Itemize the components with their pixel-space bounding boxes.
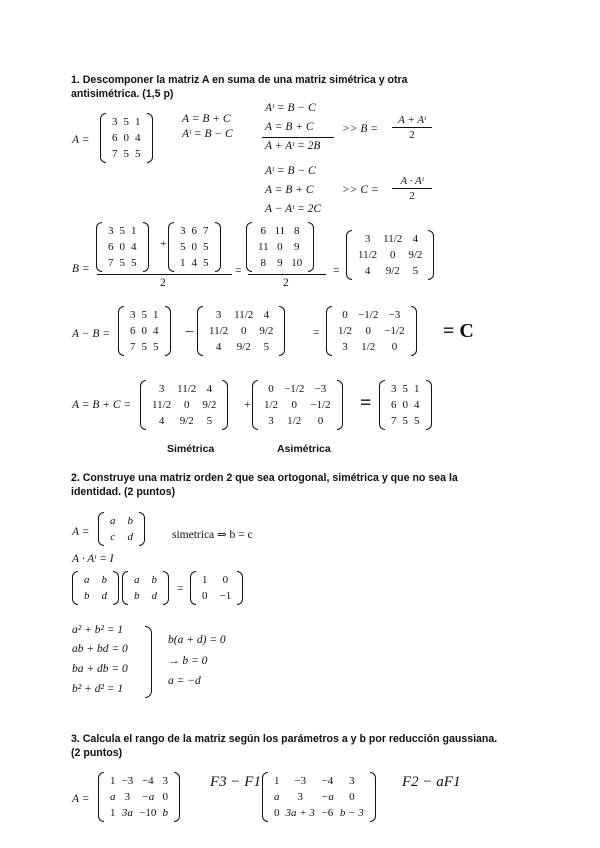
q1-derivB-1: Aᵗ = B − C [265, 102, 316, 114]
q1-B-denominator-1: 2 [160, 277, 166, 289]
q2-matrix-M2: a b b d [122, 571, 169, 605]
q1-derivB-rule [262, 137, 334, 138]
q1-derivB-arrow: >> B = [342, 123, 379, 135]
q2-prod-text: A · Aᵗ = I [72, 553, 114, 565]
q1-ABC-label: A = B + C = [72, 399, 132, 411]
q3-matrix-A2: 1 −3 −4 3 a 3 −a 0 0 3a + 3 −6 b − 3 [262, 772, 376, 822]
q1-derivC-1: Aᵗ = B − C [265, 165, 316, 177]
q1-derivC-3: A − Aᵗ = 2C [265, 203, 322, 215]
q1-B-denominator-2: 2 [283, 277, 289, 289]
q1-equals-4: = [360, 392, 372, 414]
matrix-A: 3 5 1 6 0 4 7 5 5 [100, 113, 153, 163]
q1-plus-1: + [160, 238, 167, 250]
q2-res-2: → b = 0 [168, 655, 208, 667]
q1-sim-label: Simétrica [167, 443, 215, 455]
q1-B-fraction-bar-1 [97, 274, 232, 275]
q1-title-line2: antisimétrica. (1,5 p) [71, 88, 174, 100]
matrix-B-3: 3 11/2 4 11/2 0 9/2 4 9/2 5 [140, 380, 228, 430]
q2-sys-1: a² + b² = 1 [72, 624, 124, 636]
q3-op2: F2 − aF1 [402, 774, 461, 790]
q2-sym-text: simetrica ⇒ b = c [172, 529, 253, 541]
q1-eq-a2: Aᵗ = B − C [182, 128, 233, 140]
q2-matrix-A: a b c d [98, 512, 145, 546]
q1-title-line1: 1. Descomponer la matriz A en suma de una matriz simétrica y otra [71, 74, 408, 86]
q1-B-fraction-bar-2 [248, 274, 326, 275]
matrix-sum: 6 11 8 11 0 9 8 9 10 [246, 222, 314, 272]
q3-A-label: A = [72, 793, 90, 805]
q1-minus-1: − [185, 324, 195, 341]
q2-matrix-R: 1 0 0 −1 [190, 571, 243, 605]
q1-eqC-handwritten: = C [443, 320, 474, 342]
matrix-C-2: 0 −1/2 −3 1/2 0 −1/2 3 1/2 0 [252, 380, 343, 430]
q1-A-label: A = [72, 134, 90, 146]
q1-eq-a1: A = B + C [182, 113, 231, 125]
q1-AminusB-label: A − B = [72, 328, 110, 340]
matrix-At: 3 6 7 5 0 5 1 4 5 [168, 222, 221, 272]
q3-op1: F3 − F1 [210, 774, 261, 790]
q2-title-line2: identidad. (2 puntos) [71, 486, 176, 498]
q1-equals-3: = [313, 327, 320, 339]
q1-derivB-2: A = B + C [265, 121, 314, 133]
matrix-B-result: 3 11/2 4 11/2 0 9/2 4 9/2 5 [346, 230, 434, 280]
q2-res-1: b(a + d) = 0 [168, 634, 226, 646]
q1-derivC-fraction: A · Aᵗ 2 [392, 175, 432, 202]
q2-res-3: a = −d [168, 675, 201, 687]
q1-derivC-arrow: >> C = [342, 184, 379, 196]
q2-sys-4: b² + d² = 1 [72, 683, 124, 695]
q3-matrix-A: 1 −3 −4 3 a 3 −a 0 1 3a −10 b [98, 772, 180, 822]
q1-plus-2: + [244, 399, 251, 411]
q2-system-brace [145, 626, 152, 698]
matrix-A-3: 3 5 1 6 0 4 7 5 5 [379, 380, 432, 430]
q1-B-label: B = [72, 263, 90, 275]
q2-equals: = [177, 583, 184, 595]
q2-matrix-M1: a b b d [72, 571, 119, 605]
q2-sys-2: ab + bd = 0 [72, 643, 128, 655]
matrix-A-numerator: 3 5 1 6 0 4 7 5 5 [96, 222, 149, 272]
q1-derivC-2: A = B + C [265, 184, 314, 196]
matrix-C: 0 −1/2 −3 1/2 0 −1/2 3 1/2 0 [326, 306, 417, 356]
q3-title-line1: 3. Calcula el rango de la matriz según los parámetros a y b por reducción gaussiana. [71, 733, 498, 745]
matrix-A-2: 3 5 1 6 0 4 7 5 5 [118, 306, 171, 356]
q2-title-line1: 2. Construye una matriz orden 2 que sea ortogonal, simétrica y que no sea la [71, 472, 458, 484]
q1-equals-2: = [333, 265, 340, 277]
q3-title-line2: (2 puntos) [71, 747, 123, 759]
q1-equals-1: = [235, 265, 242, 277]
q1-asim-label: Asimétrica [277, 443, 331, 455]
q2-sys-3: ba + db = 0 [72, 663, 128, 675]
q1-derivB-fraction: A + Aᵗ 2 [392, 114, 432, 141]
matrix-B-2: 3 11/2 4 11/2 0 9/2 4 9/2 5 [197, 306, 285, 356]
q1-derivB-3: A + Aᵗ = 2B [265, 140, 321, 152]
q2-A-label: A = [72, 526, 90, 538]
